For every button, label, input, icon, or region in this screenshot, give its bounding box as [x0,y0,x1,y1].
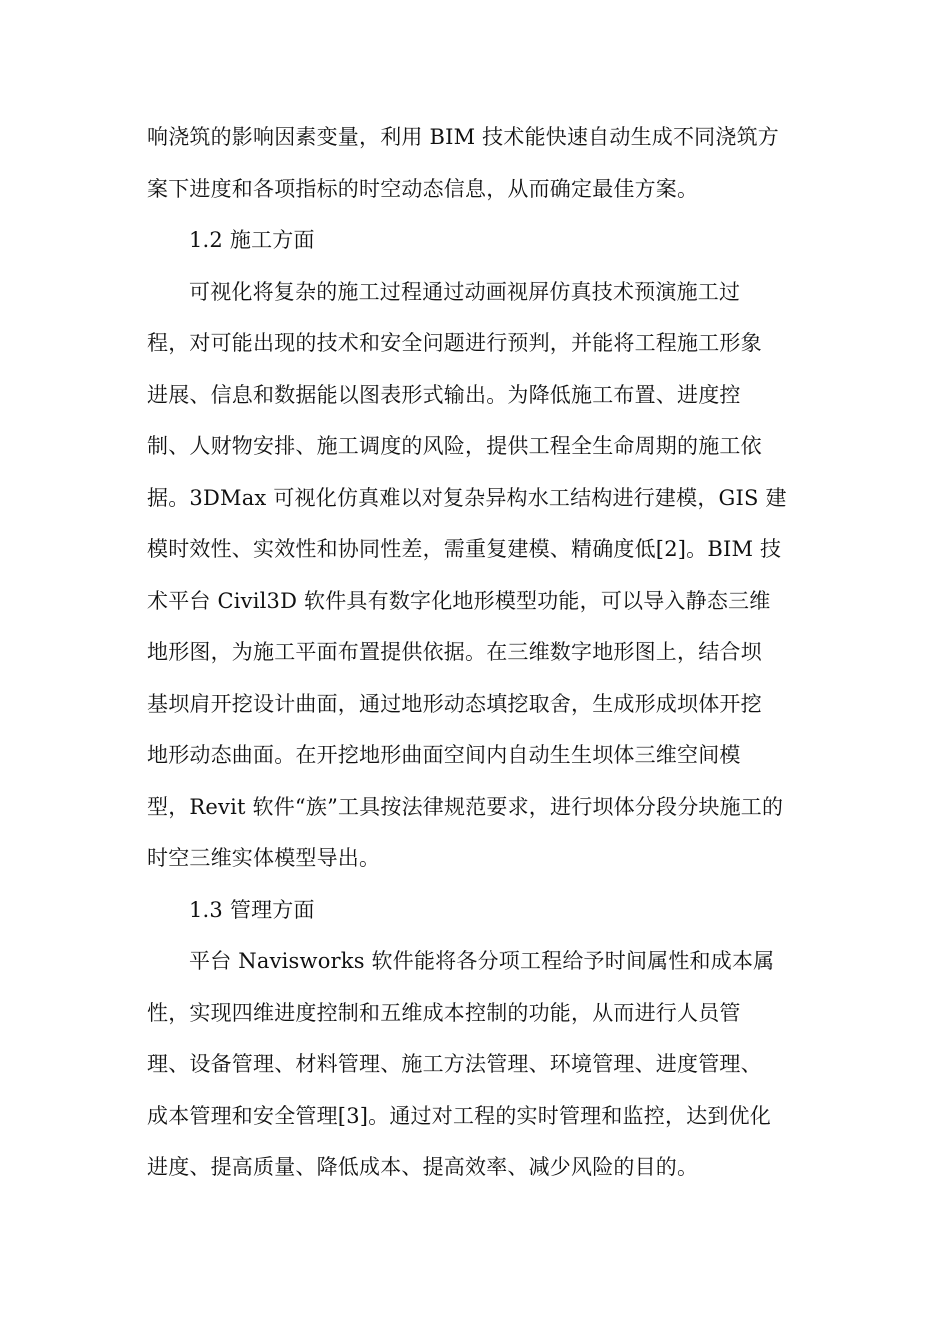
text-line: 响浇筑的影响因素变量，利用 BIM 技术能快速自动生成不同浇筑方 [147,125,779,149]
document-body [147,112,807,1194]
text-line: 据。3DMax 可视化仿真难以对复杂异构水工结构进行建模，GIS 建 [147,485,787,510]
section-heading: 1.3 管理方面 [189,897,315,922]
text-line: 制、人财物安排、施工调度的风险，提供工程全生命周期的施工依 [147,434,762,458]
text-line: 平台 Navisworks 软件能将各分项工程给予时间属性和成本属 [189,949,775,973]
text-line: 案下进度和各项指标的时空动态信息，从而确定最佳方案。 [147,176,699,201]
text-line: 地形图，为施工平面布置提供依据。在三维数字地形图上，结合坝 [147,640,762,664]
text-line: 术平台 Civil3D 软件具有数字化地形模型功能，可以导入静态三维 [147,588,771,613]
text-line: 性，实现四维进度控制和五维成本控制的功能，从而进行人员管 [147,1000,741,1025]
text-line: 成本管理和安全管理[3]。通过对工程的实时管理和监控，达到优化 [147,1103,771,1128]
text-line: 进展、信息和数据能以图表形式输出。为降低施工布置、进度控 [147,382,741,407]
text-line: 程，对可能出现的技术和安全问题进行预判，并能将工程施工形象 [147,331,762,355]
section-heading: 1.2 施工方面 [189,228,315,252]
text-line: 基坝肩开挖设计曲面，通过地形动态填挖取舍，生成形成坝体开挖 [147,691,762,716]
text-line: 可视化将复杂的施工过程通过动画视屏仿真技术预演施工过 [189,279,741,304]
text-line: 理、设备管理、材料管理、施工方法管理、环境管理、进度管理、 [147,1052,762,1076]
text-line: 时空三维实体模型导出。 [147,846,381,870]
text-line: 地形动态曲面。在开挖地形曲面空间内自动生生坝体三维空间模 [147,743,741,767]
text-line: 进度、提高质量、降低成本、提高效率、减少风险的目的。 [147,1155,699,1179]
text-line: 型，Revit 软件“族”工具按法律规范要求，进行坝体分段分块施工的 [147,794,784,819]
text-line: 模时效性、实效性和协同性差，需重复建模、精确度低[2]。BIM 技 [147,537,782,561]
